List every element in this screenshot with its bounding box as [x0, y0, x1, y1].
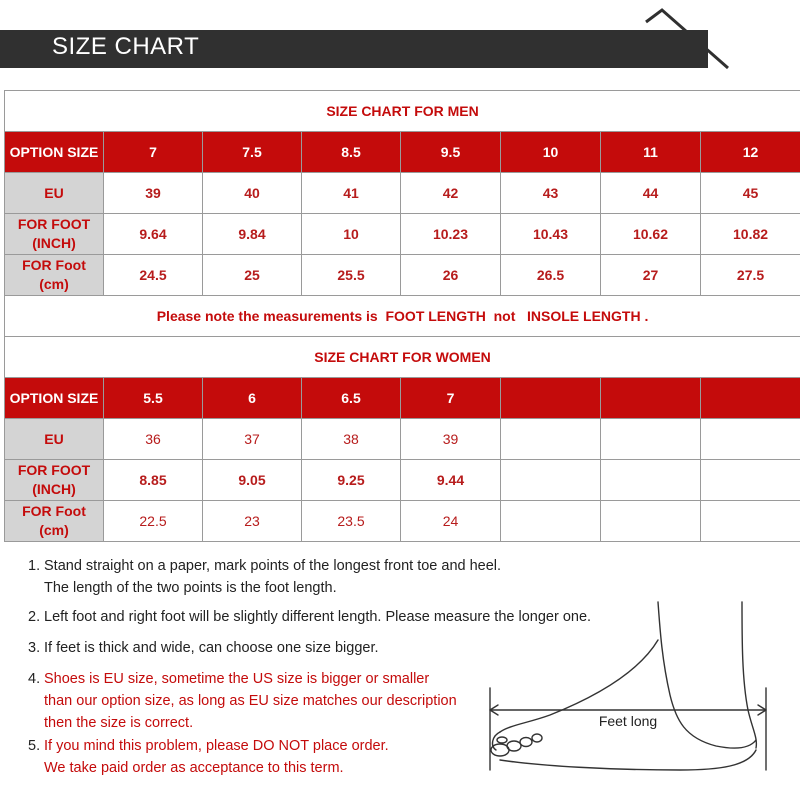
- table-cell: 22.5: [104, 501, 203, 542]
- men-size-cell: 7.5: [203, 132, 302, 173]
- table-cell: 26.5: [501, 255, 601, 296]
- table-cell: 36: [104, 419, 203, 460]
- women-inch-row: [5, 460, 800, 501]
- row-label: FOR Foot (cm): [5, 255, 104, 296]
- table-cell: [601, 419, 701, 460]
- table-cell: 27.5: [701, 255, 800, 296]
- row-label: EU: [5, 173, 104, 214]
- table-cell: 9.84: [203, 214, 302, 255]
- table-cell: 9.44: [401, 460, 501, 501]
- women-size-cell: [701, 378, 800, 419]
- table-cell: 39: [104, 173, 203, 214]
- women-option-row: [5, 378, 800, 419]
- men-eu-row: [5, 173, 800, 214]
- instruction-item: 1. Stand straight on a paper, mark points of the longest front toe and heel. The length of the two points is the foot length.: [28, 558, 502, 596]
- table-cell: [601, 501, 701, 542]
- table-cell: 45: [701, 173, 800, 214]
- table-cell: [601, 460, 701, 501]
- women-size-cell: 6.5: [302, 378, 401, 419]
- men-size-cell: 9.5: [401, 132, 501, 173]
- women-cm-row: [5, 501, 800, 542]
- men-cm-row: [5, 255, 800, 296]
- table-cell: 38: [302, 419, 401, 460]
- banner-title: SIZE CHART: [52, 33, 200, 60]
- table-cell: [501, 501, 601, 542]
- table-cell: 42: [401, 173, 501, 214]
- row-label: EU: [5, 419, 104, 460]
- table-cell: 25: [203, 255, 302, 296]
- header-banner: [0, 0, 800, 80]
- option-size-label: OPTION SIZE: [5, 132, 104, 173]
- table-cell: 37: [203, 419, 302, 460]
- table-cell: [501, 419, 601, 460]
- table-cell: 27: [601, 255, 701, 296]
- instruction-item: 3. If feet is thick and wide, can choose one size bigger.: [28, 640, 379, 656]
- table-cell: [701, 501, 800, 542]
- table-cell: 43: [501, 173, 601, 214]
- table-cell: 10: [302, 214, 401, 255]
- table-cell: 23: [203, 501, 302, 542]
- table-cell: 9.05: [203, 460, 302, 501]
- women-size-cell: [601, 378, 701, 419]
- table-cell: [701, 460, 800, 501]
- women-size-cell: 5.5: [104, 378, 203, 419]
- women-size-cell: 7: [401, 378, 501, 419]
- table-cell: 39: [401, 419, 501, 460]
- instruction-item: 5. If you mind this problem, please DO NOT place order. We take paid order as acceptance to this term.: [28, 738, 389, 776]
- table-cell: 10.82: [701, 214, 800, 255]
- row-label: FOR Foot (cm): [5, 501, 104, 542]
- women-size-cell: [501, 378, 601, 419]
- table-cell: 10.62: [601, 214, 701, 255]
- men-option-row: [5, 132, 800, 173]
- table-cell: 10.43: [501, 214, 601, 255]
- foot-outline-icon: [480, 600, 780, 785]
- table-cell: 41: [302, 173, 401, 214]
- men-size-cell: 10: [501, 132, 601, 173]
- women-size-table: [4, 336, 800, 542]
- table-cell: 24: [401, 501, 501, 542]
- table-cell: 10.23: [401, 214, 501, 255]
- row-label: FOR FOOT (INCH): [5, 214, 104, 255]
- measurement-note: Please note the measurements is FOOT LENGTH not INSOLE LENGTH .: [5, 296, 800, 337]
- table-cell: 26: [401, 255, 501, 296]
- table-cell: 8.85: [104, 460, 203, 501]
- table-cell: 9.25: [302, 460, 401, 501]
- banner-corner-decoration: [620, 0, 800, 80]
- row-label: FOR FOOT (INCH): [5, 460, 104, 501]
- table-cell: [701, 419, 800, 460]
- women-eu-row: [5, 419, 800, 460]
- option-size-label: OPTION SIZE: [5, 378, 104, 419]
- women-size-cell: 6: [203, 378, 302, 419]
- table-cell: 23.5: [302, 501, 401, 542]
- men-size-table: [4, 90, 800, 337]
- men-size-cell: 8.5: [302, 132, 401, 173]
- feet-long-label: Feet long: [598, 713, 658, 729]
- table-cell: 24.5: [104, 255, 203, 296]
- women-table-title: SIZE CHART FOR WOMEN: [5, 337, 800, 378]
- instruction-item: 4. Shoes is EU size, sometime the US size is bigger or smaller than our option size, as long as EU size matches our description then the size is correct.: [28, 671, 457, 731]
- men-table-title: SIZE CHART FOR MEN: [5, 91, 800, 132]
- men-inch-row: [5, 214, 800, 255]
- men-size-cell: 12: [701, 132, 800, 173]
- men-size-cell: 11: [601, 132, 701, 173]
- table-cell: [501, 460, 601, 501]
- table-cell: 40: [203, 173, 302, 214]
- table-cell: 9.64: [104, 214, 203, 255]
- men-size-cell: 7: [104, 132, 203, 173]
- table-cell: 44: [601, 173, 701, 214]
- table-cell: 25.5: [302, 255, 401, 296]
- instruction-item: 2. Left foot and right foot will be slightly different length. Please measure the longer one.: [28, 609, 592, 625]
